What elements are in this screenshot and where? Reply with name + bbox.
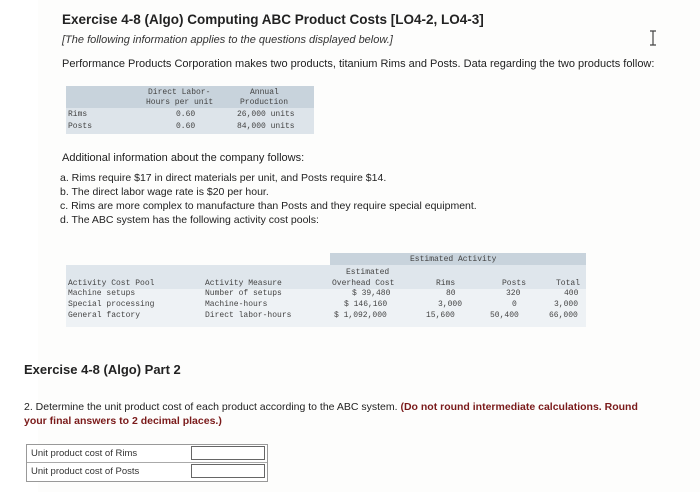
intro-text: Performance Products Corporation makes two products, titanium Rims and Posts. Data regarding the two products follow: — [62, 58, 655, 70]
t2-row-posts: 0 — [512, 300, 517, 309]
info-item: a. Rims require $17 in direct materials per unit, and Posts require $14. — [60, 172, 387, 184]
t2-head-posts: Posts — [502, 279, 527, 288]
answer-label-rims: Unit product cost of Rims — [31, 448, 138, 459]
t2-head-pool: Activity Cost Pool — [68, 279, 155, 288]
t1-row-name: Posts — [68, 122, 93, 131]
t2-row-pool: General factory — [68, 311, 141, 320]
t2-row-total: 3,000 — [554, 300, 579, 309]
additional-info-heading: Additional information about the company follows: — [62, 152, 305, 164]
t2-row-posts: 320 — [506, 289, 521, 298]
info-item: d. The ABC system has the following activity cost pools: — [60, 214, 319, 226]
exercise-title: Exercise 4-8 (Algo) Computing ABC Product Costs [LO4-2, LO4-3] — [62, 12, 484, 27]
t1-head-prod-2: Production — [240, 98, 289, 107]
text-cursor-icon — [648, 30, 658, 46]
t1-row-hours: 0.60 — [176, 122, 196, 131]
t2-head-measure: Activity Measure — [205, 279, 282, 288]
info-item: c. Rims are more complex to manufacture than Posts and they require special equipment. — [60, 200, 477, 212]
t2-row-pool: Machine setups — [68, 289, 136, 298]
t1-row-name: Rims — [68, 110, 88, 119]
t2-row-rims: 15,600 — [426, 311, 455, 320]
t1-row-prod: 84,000 units — [237, 122, 295, 131]
t2-row-measure: Number of setups — [205, 289, 282, 298]
unit-cost-posts-input[interactable] — [191, 464, 265, 478]
t1-head-prod-1: Annual — [250, 88, 279, 97]
t2-head-cost-2: Overhead Cost — [332, 279, 395, 288]
t2-row-cost: $ 146,160 — [344, 300, 388, 309]
info-item: b. The direct labor wage rate is $20 per hour. — [60, 186, 269, 198]
part-title: Exercise 4-8 (Algo) Part 2 — [24, 362, 181, 377]
t2-row-total: 66,000 — [549, 311, 578, 320]
t2-row-pool: Special processing — [68, 300, 155, 309]
t1-head-hours-2: Hours per unit — [146, 98, 214, 107]
t2-row-rims: 3,000 — [438, 300, 463, 309]
answer-row-rims — [27, 445, 267, 463]
exercise-subtitle: [The following information applies to the questions displayed below.] — [62, 34, 393, 46]
question-main: 2. Determine the unit product cost of each product according to the ABC system. — [24, 401, 398, 413]
t2-row-cost: $ 39,480 — [352, 289, 391, 298]
t2-head-cost-1: Estimated — [346, 268, 390, 277]
t2-row-rims: 80 — [446, 289, 456, 298]
t2-row-total: 400 — [564, 289, 579, 298]
t2-row-posts: 50,400 — [490, 311, 519, 320]
unit-cost-rims-input[interactable] — [191, 446, 265, 460]
question-instruction: (Do not round intermediate calculations. Round — [400, 401, 638, 413]
t2-group-header: Estimated Activity — [410, 255, 497, 264]
t1-head-hours-1: Direct Labor- — [148, 88, 211, 97]
t2-row-cost: $ 1,092,000 — [334, 311, 387, 320]
question-instruction-line2: your final answers to 2 decimal places.) — [24, 415, 222, 427]
t1-row-hours: 0.60 — [176, 110, 196, 119]
t2-row-measure: Direct labor-hours — [205, 311, 292, 320]
answer-table — [26, 444, 268, 482]
t2-head-total: Total — [556, 279, 581, 288]
answer-label-posts: Unit product cost of Posts — [31, 466, 140, 477]
t2-head-rims: Rims — [436, 279, 456, 288]
t2-row-measure: Machine-hours — [205, 300, 268, 309]
question-text — [24, 401, 638, 413]
answer-row-posts — [27, 463, 267, 480]
t1-row-prod: 26,000 units — [237, 110, 295, 119]
